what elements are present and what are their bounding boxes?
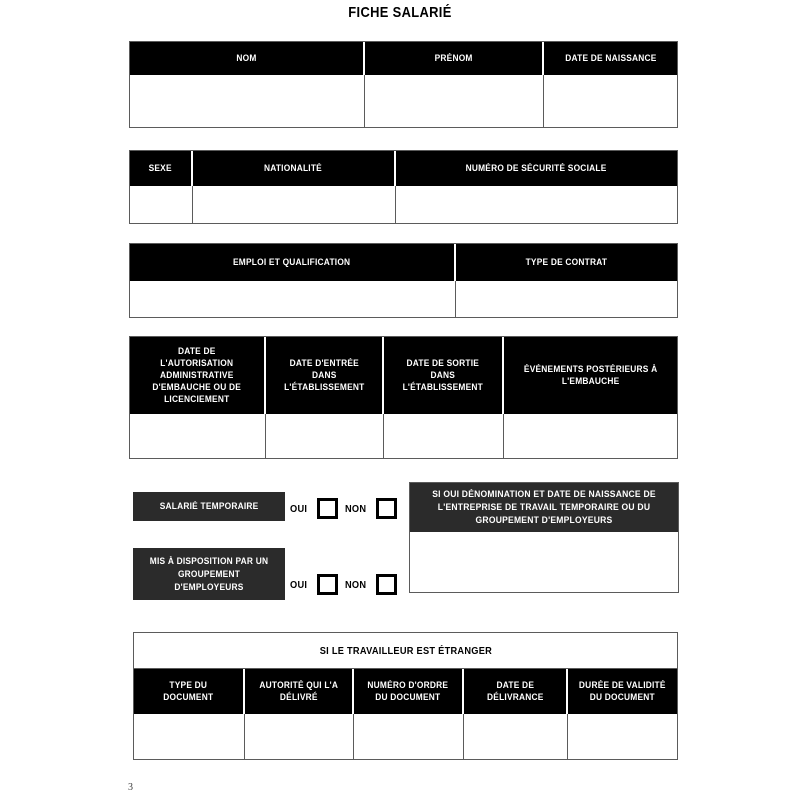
column-header-sexe-label: SEXE	[148, 162, 172, 174]
column-header-prenom-label: PRÉNOM	[434, 52, 473, 64]
box-entreprise-travail-temporaire-header-text: SI OUI DÉNOMINATION ET DATE DE NAISSANCE DE L'ENTREPRISE DE TRAVAIL TEMPORAIRE OU DU GROUPEMENT D'EMPLOYEURS	[432, 489, 656, 526]
box-entreprise-travail-temporaire-header	[410, 483, 678, 532]
checkbox-no-salarie-temporaire[interactable]	[376, 498, 397, 519]
column-header-type-document	[134, 669, 245, 714]
choice-yes-label-mis-a-disposition: OUI	[290, 578, 308, 591]
column-header-date-entree-label: DATE D'ENTRÉE DANS L'ÉTABLISSEMENT	[283, 357, 364, 393]
column-header-date-sortie	[384, 337, 504, 414]
table-header-row	[130, 42, 677, 75]
checkbox-no-mis-a-disposition[interactable]	[376, 574, 397, 595]
column-header-numero-securite-sociale-label: NUMÉRO DE SÉCURITÉ SOCIALE	[466, 162, 607, 174]
table-identity	[129, 41, 678, 128]
field-entreprise-travail-temporaire[interactable]	[410, 532, 678, 592]
column-header-nationalite-label: NATIONALITÉ	[264, 162, 323, 174]
choice-group-salarie-temporaire	[290, 498, 397, 519]
table-row	[130, 75, 677, 127]
column-header-duree-validite-document-label: DURÉE DE VALIDITÉ DU DOCUMENT	[579, 679, 667, 703]
table-row	[134, 714, 677, 759]
column-header-date-autorisation-administrative-label: DATE DE L'AUTORISATION ADMINISTRATIVE D'EMBAUCHE OU DE LICENCIEMENT	[152, 345, 242, 405]
column-header-duree-validite-document	[568, 669, 677, 714]
label-mis-a-disposition-groupement	[133, 548, 285, 600]
label-salarie-temporaire	[133, 492, 285, 521]
field-date-naissance[interactable]	[544, 75, 677, 127]
column-header-date-naissance-label: DATE DE NAISSANCE	[565, 52, 657, 64]
column-header-type-contrat-label: TYPE DE CONTRAT	[525, 256, 608, 268]
table-row	[130, 414, 677, 458]
column-header-type-document-label: TYPE DU DOCUMENT	[163, 679, 214, 703]
table-travailleur-etranger	[133, 632, 678, 760]
column-header-type-contrat	[456, 244, 677, 281]
field-prenom[interactable]	[365, 75, 544, 127]
field-numero-securite-sociale[interactable]	[396, 186, 677, 223]
table-civil-status	[129, 150, 678, 224]
choice-yes-label-salarie-temporaire: OUI	[290, 502, 308, 515]
column-header-emploi-qualification	[130, 244, 456, 281]
field-type-document[interactable]	[134, 714, 245, 759]
field-evenements-posterieurs[interactable]	[504, 414, 677, 458]
column-header-nom-label: NOM	[236, 52, 257, 64]
field-numero-ordre-document[interactable]	[354, 714, 464, 759]
table-header-row	[130, 337, 677, 414]
column-header-nom	[130, 42, 365, 75]
field-autorite-delivre[interactable]	[245, 714, 355, 759]
field-date-delivrance[interactable]	[464, 714, 569, 759]
column-header-prenom	[365, 42, 544, 75]
table-header-row	[130, 244, 677, 281]
field-emploi-qualification[interactable]	[130, 281, 456, 317]
column-header-date-delivrance	[464, 669, 569, 714]
field-date-sortie[interactable]	[384, 414, 504, 458]
column-header-evenements-posterieurs	[504, 337, 677, 414]
checkbox-yes-salarie-temporaire[interactable]	[317, 498, 338, 519]
table-row	[130, 281, 677, 317]
field-duree-validite-document[interactable]	[568, 714, 677, 759]
table-header-row	[130, 151, 677, 186]
column-header-emploi-qualification-label: EMPLOI ET QUALIFICATION	[233, 256, 351, 268]
column-header-nationalite	[193, 151, 396, 186]
field-nationalite[interactable]	[193, 186, 396, 223]
table-header-row	[134, 669, 677, 714]
choice-no-label-salarie-temporaire: NON	[344, 502, 366, 515]
field-type-contrat[interactable]	[456, 281, 677, 317]
label-salarie-temporaire-text: SALARIÉ TEMPORAIRE	[159, 501, 259, 512]
table-row	[130, 186, 677, 223]
field-nom[interactable]	[130, 75, 365, 127]
column-header-date-naissance	[544, 42, 677, 75]
choice-group-mis-a-disposition	[290, 574, 397, 595]
field-date-autorisation-administrative[interactable]	[130, 414, 266, 458]
field-date-entree[interactable]	[266, 414, 385, 458]
choice-no-label-mis-a-disposition: NON	[344, 578, 366, 591]
label-mis-a-disposition-groupement-text: MIS À DISPOSITION PAR UN GROUPEMENT D'EMPLOYEURS	[149, 555, 269, 593]
table-travailleur-etranger-title-text: SI LE TRAVAILLEUR EST ÉTRANGER	[319, 644, 492, 657]
column-header-date-autorisation-administrative	[130, 337, 266, 414]
field-sexe[interactable]	[130, 186, 193, 223]
page-title: FICHE SALARIÉ	[348, 4, 452, 21]
table-dates	[129, 336, 678, 459]
page-number: 3	[128, 782, 133, 793]
column-header-numero-securite-sociale	[396, 151, 677, 186]
column-header-numero-ordre-document-label: NUMÉRO D'ORDRE DU DOCUMENT	[367, 679, 449, 703]
column-header-date-delivrance-label: DATE DE DÉLIVRANCE	[486, 679, 544, 703]
column-header-sexe	[130, 151, 193, 186]
checkbox-yes-mis-a-disposition[interactable]	[317, 574, 338, 595]
table-travailleur-etranger-title	[134, 633, 677, 669]
column-header-autorite-delivre	[245, 669, 355, 714]
column-header-numero-ordre-document	[354, 669, 464, 714]
column-header-date-sortie-label: DATE DE SORTIE DANS L'ÉTABLISSEMENT	[402, 357, 484, 393]
column-header-evenements-posterieurs-label: ÉVÉNEMENTS POSTÉRIEURS À L'EMBAUCHE	[523, 363, 658, 387]
box-entreprise-travail-temporaire	[409, 482, 679, 593]
column-header-date-entree	[266, 337, 385, 414]
column-header-autorite-delivre-label: AUTORITÉ QUI L'A DÉLIVRÉ	[259, 679, 338, 703]
table-employment	[129, 243, 678, 318]
